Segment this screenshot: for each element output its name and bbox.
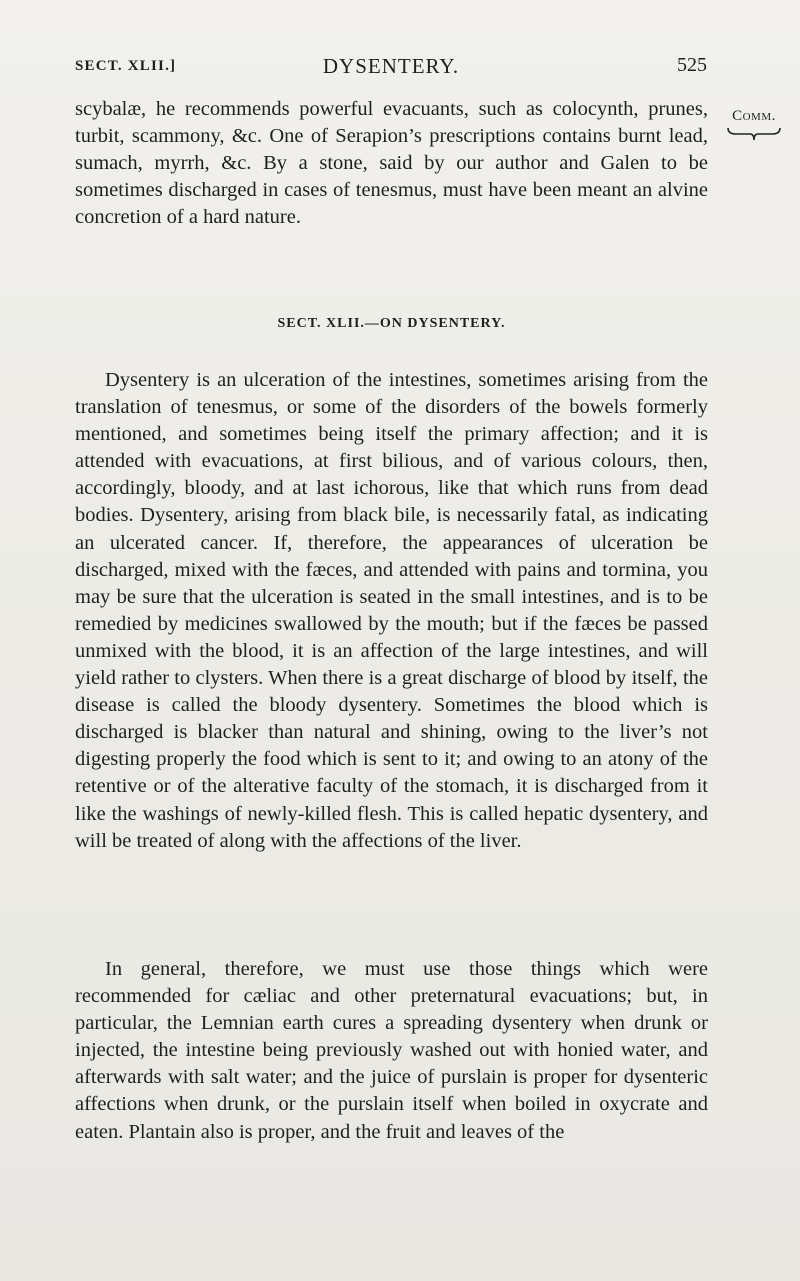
- section-title: SECT. XLII.—ON DYSENTERY.: [277, 316, 506, 331]
- paragraph-continuation: scybalæ, he recommends powerful evacuants, such as colocynth, prunes, turbit, scammony, &c. One of Serapion’s prescriptions contains burnt lead, sumach, myrrh, &c. By a stone, said by our author and Galen to be sometimes discharged in cases of tenesmus, must have been meant an alvine concretion of a hard nature.: [75, 98, 708, 229]
- page-number: 525: [677, 54, 707, 76]
- header-section: SECT. XLII.]: [75, 58, 177, 74]
- running-header: [75, 54, 707, 80]
- brace-icon: [726, 126, 782, 142]
- paragraph-main: Dysentery is an ulceration of the intestines, sometimes arising from the translation of tenesmus, or some of the disorders of the bowels formerly mentioned, and sometimes being itself the primary affection; and it is attended with evacuations, at first bilious, and of various colours, then, accordingly, bloody, and at last ichorous, like that which runs from dead bodies. Dysentery, arising from black bile, is necessarily fatal, as indicating an ulcerated cancer. If, therefore, the appearances of ulceration be discharged, mixed with the fæces, and attended with pains and tormina, you may be sure that the ulceration is seated in the small intestines, and is to be remedied by medicines swallowed by the mouth; but if the fæces be passed unmixed with the blood, it is an affection of the large intestines, and will yield rather to clysters. When there is a great discharge of blood by itself, the disease is called the bloody dysentery. Sometimes the blood which is discharged is blacker than natural and shining, owing to the liver’s not digesting properly the food which is sent to it; and owing to an atony of the retentive or of the alterative faculty of the stomach, it is discharged from it like the washings of newly-killed flesh. This is called hepatic dysentery, and will be treated of along with the affections of the liver.: [75, 369, 708, 852]
- margin-note: [718, 108, 790, 142]
- paragraph-general: In general, therefore, we must use those things which were recommended for cæliac and other preternatural evacuations; but, in particular, the Lemnian earth cures a spreading dysentery when drunk or injected, the intestine being previously washed out with honied water, and afterwards with salt water; and the juice of purslain is proper for dysenteric affections when drunk, or the purslain itself when boiled in oxycrate and eaten. Plantain also is proper, and the fruit and leaves of the: [75, 958, 708, 1143]
- header-title: DYSENTERY.: [322, 54, 460, 78]
- margin-note-label: Comm.: [732, 108, 776, 124]
